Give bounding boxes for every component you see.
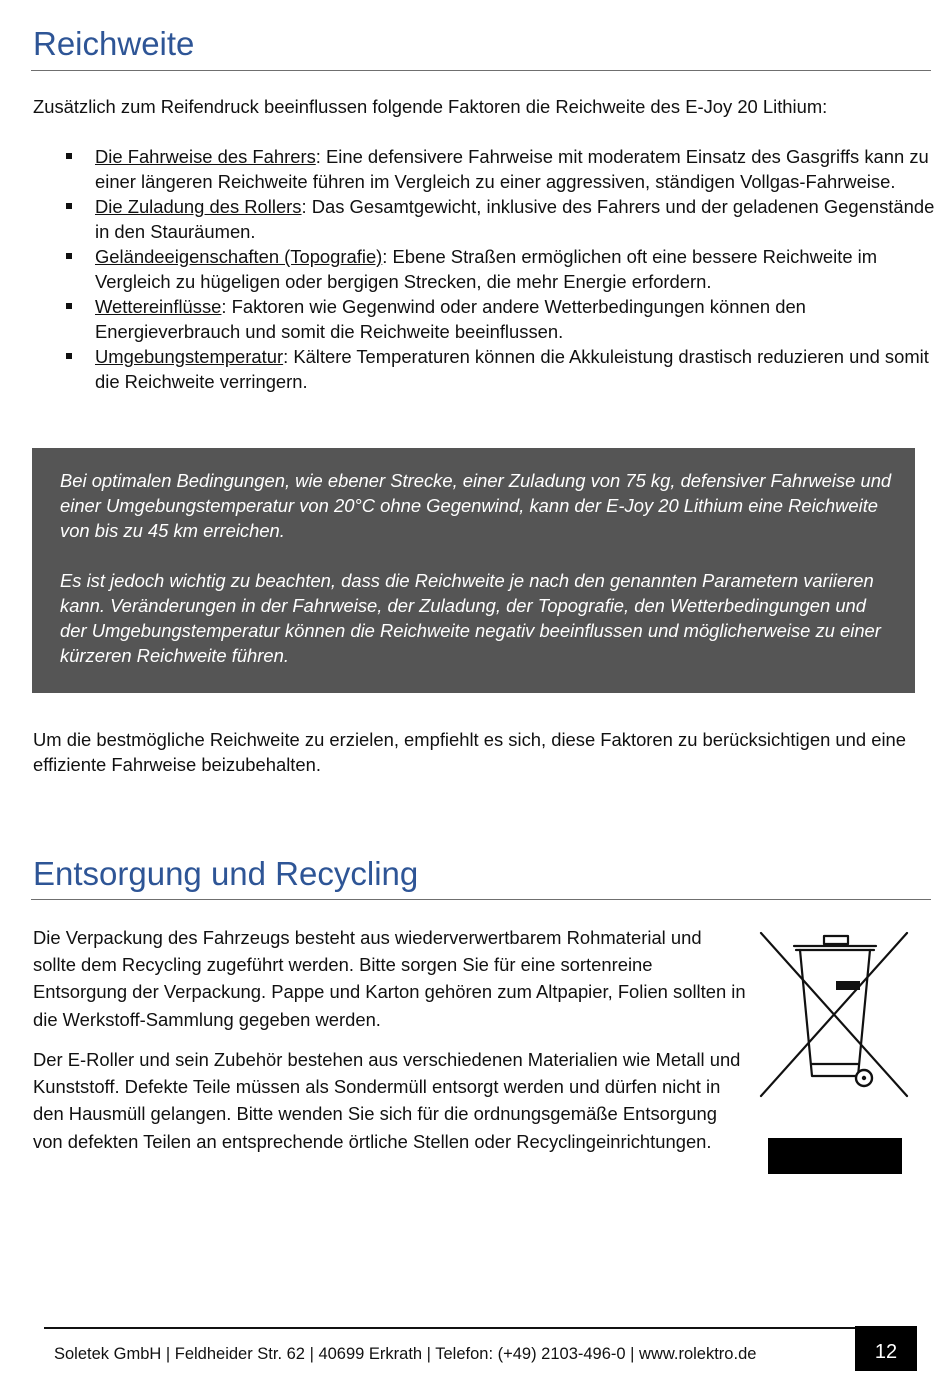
section-heading-entsorgung: Entsorgung und Recycling (33, 855, 419, 892)
bullet-icon (66, 153, 72, 159)
factor-term: Die Fahrweise des Fahrers (95, 146, 316, 167)
heading-underline (31, 899, 931, 900)
bullet-icon (66, 303, 72, 309)
factor-term: Umgebungstemperatur (95, 346, 284, 367)
list-item (62, 194, 937, 244)
list-item (62, 344, 937, 394)
factor-term: Geländeeigenschaften (Topografie) (95, 246, 383, 267)
crossed-out-wheelie-bin-icon (758, 928, 910, 1100)
list-item (62, 294, 937, 344)
factor-term: Die Zuladung des Rollers (95, 196, 302, 217)
closing-text: Um die bestmögliche Reichweite zu erzielen, empfiehlt es sich, diese Faktoren zu berücksichtigen und eine effiziente Fahrweise beizubehalten. (33, 729, 906, 775)
range-factors-list (62, 144, 937, 394)
bullet-icon (66, 203, 72, 209)
heading-underline (31, 70, 931, 71)
list-item (62, 144, 937, 194)
footer-rule (44, 1327, 856, 1329)
note-paragraph: Bei optimalen Bedingungen, wie ebener Strecke, einer Zuladung von 75 kg, defensiver Fahrweise und einer Umgebungstemperatur von 20°C ohne Gegenwind, kann der E-Joy 20 Lithium eine Reichweite von bis zu 45 km erreichen. (60, 470, 892, 541)
intro-text: Zusätzlich zum Reifendruck beeinflussen folgende Faktoren die Reichweite des E-Joy 20 Lithium: (33, 96, 828, 117)
factor-text: : Ebene Straßen ermöglichen oft eine bessere Reichweite im Vergleich zu hügeligen oder bergigen Strecken, die mehr Energie erfordern. (95, 246, 878, 292)
factor-text: : Kältere Temperaturen können die Akkuleistung drastisch reduzieren und somit die Reichweite verringern. (95, 346, 929, 392)
bullet-icon (66, 253, 72, 259)
page-number: 12 (855, 1326, 917, 1371)
factor-text: : Faktoren wie Gegenwind oder andere Wetterbedingungen können den Energieverbrauch und somit die Reichweite beeinflussen. (95, 296, 806, 342)
factor-text: : Das Gesamtgewicht, inklusive des Fahrers und der geladenen Gegenstände in den Stauräumen. (95, 196, 935, 242)
bullet-icon (66, 353, 72, 359)
disposal-paragraph-packaging: Die Verpackung des Fahrzeugs besteht aus wiederverwertbarem Rohmaterial und sollte dem Recycling zugeführt werden. Bitte sorgen Sie für eine sortenreine Entsorgung der Verpackung. Pappe und Karton gehören zum Altpapier, Folien sollten in die Werkstoff-Sammlung gegeben werden. (33, 927, 746, 1030)
disposal-paragraph-parts: Der E-Roller und sein Zubehör bestehen aus verschiedenen Materialien wie Metall und Kunststoff. Defekte Teile müssen als Sondermüll entsorgt werden und dürfen nicht in den Hausmüll gelangen. Bitte wenden Sie sich für die ordnungsgemäße Entsorgung von defekten Teilen an entsprechende örtliche Stellen oder Recyclingeinrichtungen. (33, 1049, 741, 1152)
factor-term: Wettereinflüsse (95, 296, 222, 317)
weee-black-bar (768, 1138, 902, 1174)
factor-text: : Eine defensivere Fahrweise mit moderatem Einsatz des Gasgriffs kann zu einer längeren Reichweite führen im Vergleich zu einer aggressiven, ständigen Vollgas-Fahrweise. (95, 146, 929, 192)
footer-company-info: Soletek GmbH | Feldheider Str. 62 | 40699 Erkrath | Telefon: (+49) 2103-496-0 | www.rolektro.de (54, 1345, 757, 1363)
note-paragraph: Es ist jedoch wichtig zu beachten, dass die Reichweite je nach den genannten Parametern variieren kann. Veränderungen in der Fahrweise, der Zuladung, der Topografie, den Wetterbedingungen und der Umgebungstemperatur können die Reichweite negativ beeinflussen und möglicherweise zu einer kürzeren Reichweite führen. (60, 570, 881, 666)
range-note-box (32, 448, 915, 693)
section-heading-reichweite: Reichweite (33, 25, 195, 62)
list-item (62, 244, 937, 294)
